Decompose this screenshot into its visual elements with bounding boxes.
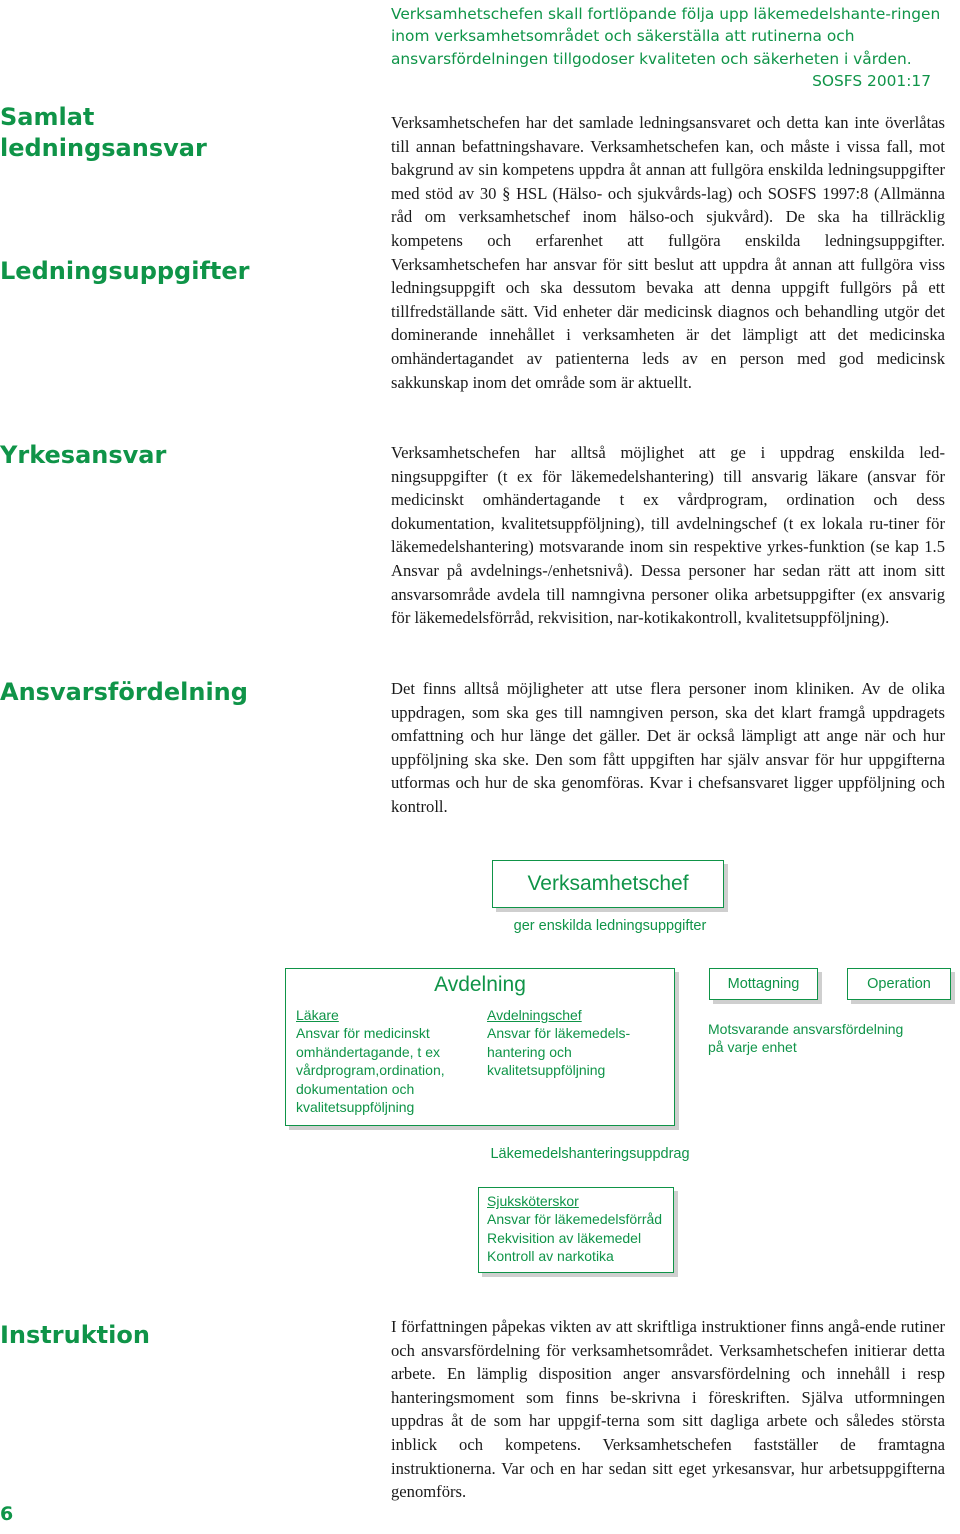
chief-subtitle: ger enskilda ledningsuppgifter	[513, 918, 707, 934]
avdelningschef-title: Avdelningschef	[487, 1007, 582, 1023]
operation-label: Operation	[867, 976, 931, 992]
avdelningschef-line: hantering och	[487, 1043, 572, 1060]
lakare-line: dokumentation och	[296, 1080, 415, 1097]
mottagning-box	[709, 968, 818, 1000]
sjukskoterskor-title: Sjuksköterskor	[487, 1193, 579, 1209]
intro-quote	[391, 3, 951, 93]
avdelningschef-line: Ansvar för läkemedels-	[487, 1025, 631, 1042]
paragraph-instruktion: I författningen påpekas vikten av att skriftliga instruktioner finns angå-ende rutiner och ansvarsfördelning för verksamhetsområdet. Verksamhetschefen initierar detta arbete. En lämplig disposition anger ansvarsfördelning och innehåll i resp hanteringsmoment som finns be-skrivna i föreskriften. Själva utformningen uppdras åt de som har uppgif-terna som sitt dagliga arbete och således största inblick och kompetens. Verksamhetschefen fastställer de framtagna instruktionerna. Var och en har sedan sitt eget yrkesansvar, hur arbetsuppgifterna genomförs.	[391, 1317, 945, 1502]
intro-source: SOSFS 2001:17	[812, 72, 931, 91]
intro-text: Verksamhetschefen skall fortlöpande följa upp läkemedelshante-ringen inom verksamhetsområdet och säkerställa att rutinerna och ansvarsfördelningen tillgodoser kvaliteten och säkerheten i vården.	[391, 5, 941, 68]
avdelningschef-block	[487, 1006, 667, 1080]
sjukskoterskor-line: Rekvisition av läkemedel	[487, 1229, 642, 1246]
operation-box	[847, 968, 951, 1000]
paragraph-flera-personer: Det finns alltså möjligheter att utse flera personer inom kliniken. Av de olika uppdragen, som ska ges till namngiven person, ska det klart framgå uppdragets omfattning och hur länge det gäller. Det är också lämpligt att ange när och hur uppföljning ska ske. Den som fått uppgiften har själv ansvar för hur uppgifterna utformas och hur de ska genomföras. Kvar i chefsansvaret ligger uppföljning och kontroll.	[391, 679, 945, 816]
paragraph-uppdrag: Verksamhetschefen har alltså möjlighet att ge i uppdrag enskilda led-ningsuppgifter (t ex för läkemedelshantering) till ansvarig läkare (ansvar för medicinskt omhändertagande t ex vårdprogram, ordination och dess dokumentation, kvalitetsuppföljning), till avdelningschef (t ex lokala ru-tiner för läkemedelshantering) motsvarande inom sin respektive yrkes-funktion (se kap 1.5 Ansvar på avdelnings-/enhetsnivå). Dessa personer har sedan rätt att inom sitt ansvarsområde avdela till namngivna personer olika arbetsuppgifter (ex ansvarig för läkemedelsförråd, rekvisition, nar-kotikakontroll, kvalitetsuppföljning).	[391, 443, 945, 628]
heading-ansvarsfordelning: Ansvarsfördelning	[0, 678, 248, 706]
avdelning-box	[285, 968, 675, 1126]
chief-box	[492, 860, 724, 908]
lakare-line: kvalitetsuppföljning	[296, 1099, 415, 1116]
sjukskoterskor-box	[478, 1187, 674, 1273]
heading-yrkesansvar: Yrkesansvar	[0, 441, 167, 469]
avdelningschef-line: kvalitetsuppföljning	[487, 1062, 606, 1079]
motsvarande-line: på varje enhet	[708, 1039, 797, 1056]
paragraph-samlat-ansvar: Verksamhetschefen har det samlade ledningsansvaret och detta kan inte överlåtas till annan befattningshavare. Verksamhetschefen kan, och måste i vissa fall, mot bakgrund av sin kompetens uppdra åt annan att fullgöra enskilda ledningsuppgifter med stöd av 30 § HSL (Hälso- och sjukvårds-lag) och SOSFS 1997:8 (Allmänna råd om verksamhetschef inom hälso-och sjukvård). De ska ha tillräcklig kompetens och erfarenhet att fullgöra enskilda ledningsuppgifter. Verksamhetschefen har ansvar för sitt beslut att uppdra åt annan att fullgöra viss ledningsuppgift och ska dessutom bevaka att denna uppgift fullgörs på ett tillfredställande sätt. Vid enheter där medicinsk diagnos och behandling utgör det dominerande innehållet i verksamheten är det lämpligt att det medicinska omhändertagandet av patienterna leds av en person med god medicinsk sakkunskap inom det område som är aktuellt.	[391, 113, 945, 392]
heading-instruktion: Instruktion	[0, 1321, 150, 1349]
lakare-line: vårdprogram,ordination,	[296, 1062, 445, 1079]
motsvarande-line: Motsvarande ansvarsfördelning	[708, 1021, 904, 1037]
lakare-title: Läkare	[296, 1007, 339, 1023]
lakare-line: Ansvar för medicinskt	[296, 1025, 430, 1042]
sjukskoterskor-line: Kontroll av narkotika	[487, 1248, 614, 1265]
heading-ledningsuppgifter: Ledningsuppgifter	[0, 257, 250, 285]
responsibility-diagram	[0, 850, 960, 1290]
heading-samlat-ledningsansvar: Samlat ledningsansvar	[0, 103, 207, 162]
uppdrag-label: Läkemedelshanteringsuppdrag	[490, 1146, 690, 1162]
chief-label: Verksamhetschef	[527, 872, 689, 895]
mottagning-label: Mottagning	[727, 976, 800, 992]
sjukskoterskor-line: Ansvar för läkemedelsförråd	[487, 1211, 663, 1228]
lakare-block	[296, 1006, 476, 1116]
motsvarande-note	[708, 1020, 948, 1057]
avdelning-label: Avdelning	[434, 973, 526, 996]
lakare-line: omhändertagande, t ex	[296, 1043, 440, 1060]
page-number: 6	[0, 1503, 14, 1525]
sjukskoterskor-block	[487, 1192, 671, 1266]
